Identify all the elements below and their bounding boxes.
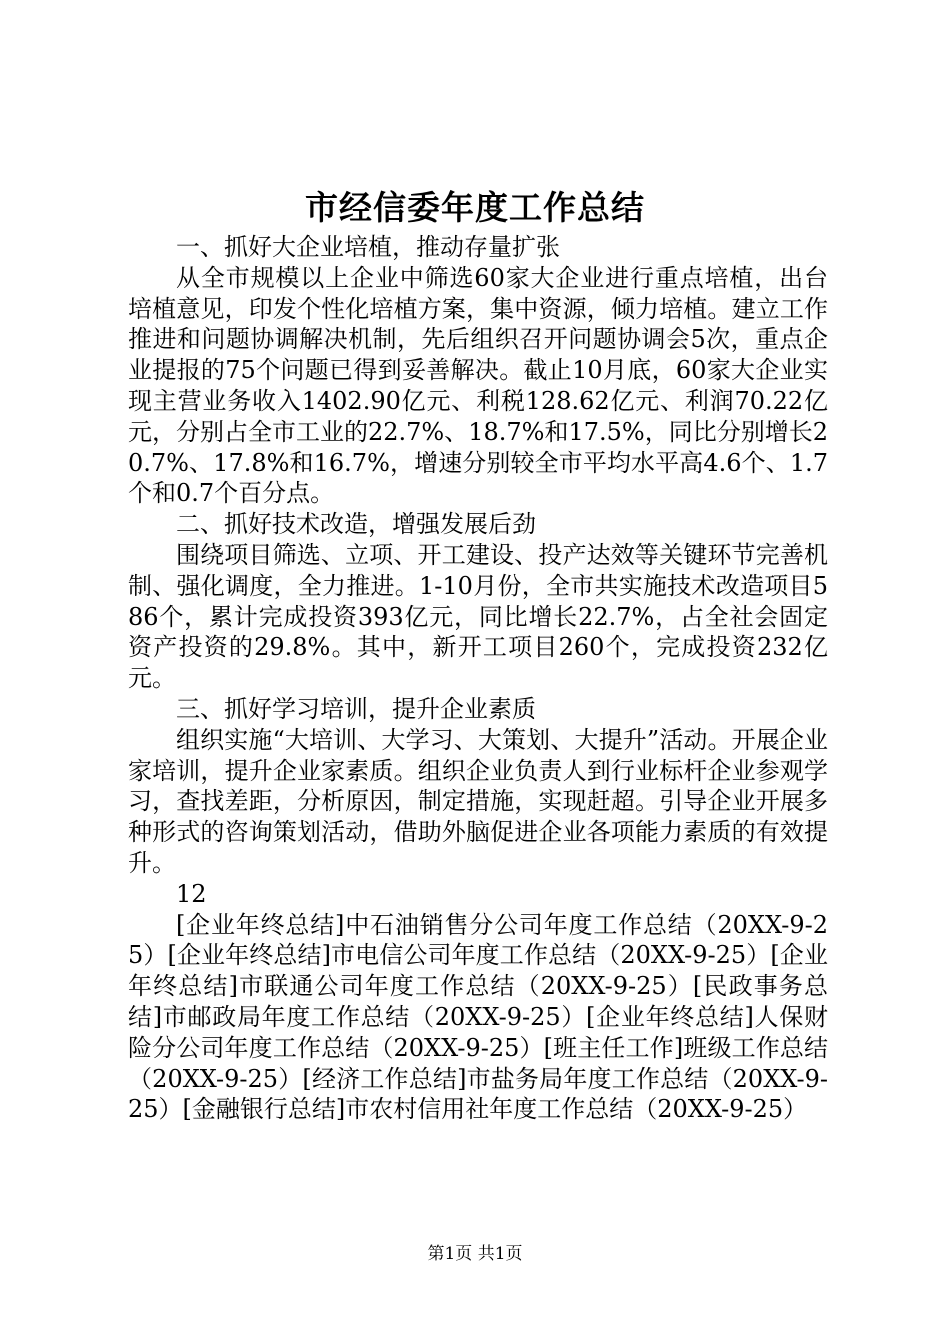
related-links-paragraph: [企业年终总结]中石油销售分公司年度工作总结（20XX-9-25）[企业年终总结]市电信公司年度工作总结（20XX-9-25）[企业年终总结]市联通公司年度工作总结（20XX-9-25）[民政事务总结]市邮政局年度工作总结（20XX-9-25）[企业年终总结]人保财险分公司年度工作总结（20XX-9-25）[班主任工作]班级工作总结（20XX-9-25）[经济工作总结]市盐务局年度工作总结（20XX-9-25）[金融银行总结]市农村信用社年度工作总结（20XX-9-25） bbox=[128, 910, 828, 1124]
section-heading-3: 三、抓好学习培训，提升企业素质 bbox=[176, 694, 536, 723]
paragraph-2: 围绕项目筛选、立项、开工建设、投产达效等关键环节完善机制、强化调度，全力推进。1-10月份，全市共实施技术改造项目586个，累计完成投资393亿元，同比增长22.7%，占全社会固定资产投资的29.8%。其中，新开工项目260个，完成投资232亿元。 bbox=[128, 540, 828, 693]
section-heading-2: 二、抓好技术改造，增强发展后劲 bbox=[176, 510, 536, 539]
document-title: 市经信委年度工作总结 bbox=[305, 188, 645, 227]
paragraph-3: 组织实施“大培训、大学习、大策划、大提升”活动。开展企业家培训，提升企业家素质。组织企业负责人到行业标杆企业参观学习，查找差距，分析原因，制定措施，实现赶超。引导企业开展多种形式的咨询策划活动，借助外脑促进企业各项能力素质的有效提升。 bbox=[128, 725, 828, 877]
document-body bbox=[128, 232, 828, 1125]
paragraph-1: 从全市规模以上企业中筛选60家大企业进行重点培植，出台培植意见，印发个性化培植方案，集中资源，倾力培植。建立工作推进和问题协调解决机制，先后组织召开问题协调会5次，重点企业提报的75个问题已得到妥善解决。截止10月底，60家大企业实现主营业务收入1402.90亿元、利税128.62亿元、利润70.22亿元，分别占全市工业的22.7%、18.7%和17.5%，同比分别增长20.7%、17.8%和16.7%，增速分别较全市平均水平高4.6个、1.7个和0.7个百分点。 bbox=[128, 263, 828, 508]
page-number-marker: 12 bbox=[176, 879, 207, 908]
page-footer: 第1页 共1页 bbox=[427, 1244, 523, 1264]
section-heading-1: 一、抓好大企业培植，推动存量扩张 bbox=[176, 233, 560, 261]
